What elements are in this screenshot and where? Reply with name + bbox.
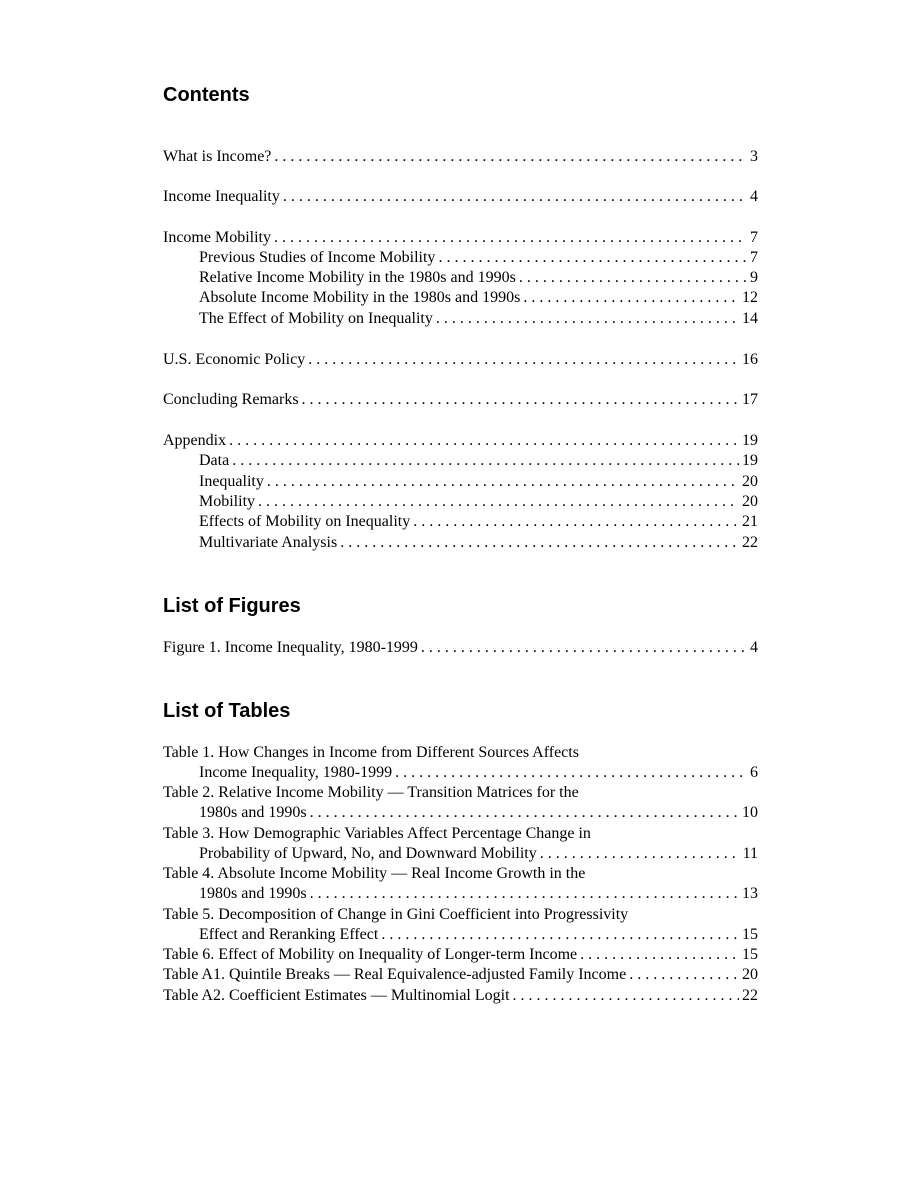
toc-subentry[interactable]: [163, 451, 758, 471]
table-entry[interactable]: [163, 763, 758, 783]
entry-title: Absolute Income Mobility in the 1980s and 1990s: [199, 289, 521, 306]
leader-dots: [438, 248, 747, 268]
entry-title: Income Mobility: [163, 229, 271, 246]
entry-title: Table 6. Effect of Mobility on Inequality of Longer-term Income: [163, 946, 578, 963]
entry-title: Income Inequality, 1980-1999: [199, 764, 393, 781]
leader-dots: [436, 309, 739, 329]
entry-page: 21: [742, 513, 758, 530]
table-entry[interactable]: [163, 945, 758, 965]
leader-dots: [340, 533, 739, 553]
leader-dots: [519, 268, 747, 288]
leader-dots: [302, 390, 739, 410]
table-entry-first-line: Table 4. Absolute Income Mobility — Real Income Growth in the: [163, 865, 586, 882]
toc-entry[interactable]: [163, 147, 758, 167]
toc-entry[interactable]: [163, 187, 758, 207]
entry-title: Effect and Reranking Effect: [199, 926, 379, 943]
table-entry-first-line: Table 1. How Changes in Income from Different Sources Affects: [163, 744, 579, 761]
entry-page: 13: [742, 885, 758, 902]
toc-entry[interactable]: [163, 228, 758, 248]
entry-page: 15: [742, 926, 758, 943]
entry-page: 10: [742, 804, 758, 821]
entry-page: 4: [750, 188, 758, 205]
entry-title: Figure 1. Income Inequality, 1980-1999: [163, 639, 418, 656]
entry-title: Probability of Upward, No, and Downward Mobility: [199, 845, 537, 862]
leader-dots: [523, 288, 739, 308]
entry-title: Inequality: [199, 473, 264, 490]
leader-dots: [274, 147, 747, 167]
entry-page: 7: [750, 229, 758, 246]
entry-title: Relative Income Mobility in the 1980s and 1990s: [199, 269, 516, 286]
toc-subentry[interactable]: [163, 472, 758, 492]
entry-title: Table A1. Quintile Breaks — Real Equivalence-adjusted Family Income: [163, 966, 627, 983]
leader-dots: [580, 945, 739, 965]
toc-subentry[interactable]: [163, 268, 758, 288]
entry-page: 9: [750, 269, 758, 286]
entry-title: Table A2. Coefficient Estimates — Multinomial Logit: [163, 987, 510, 1004]
leader-dots: [274, 228, 747, 248]
table-entry[interactable]: [163, 965, 758, 985]
table-entry[interactable]: [163, 925, 758, 945]
figure-entry[interactable]: [163, 638, 758, 658]
tables-heading: List of Tables: [163, 700, 291, 722]
entry-page: 3: [750, 148, 758, 165]
toc-subentry[interactable]: [163, 533, 758, 553]
toc-entry[interactable]: [163, 431, 758, 451]
entry-page: 11: [742, 845, 758, 862]
entry-title: Concluding Remarks: [163, 391, 299, 408]
entry-title: 1980s and 1990s: [199, 885, 307, 902]
entry-title: Appendix: [163, 432, 227, 449]
entry-page: 16: [742, 351, 758, 368]
table-entry[interactable]: [163, 986, 758, 1006]
leader-dots: [513, 986, 739, 1006]
leader-dots: [229, 431, 739, 451]
table-entry-first-line: Table 3. How Demographic Variables Affect Percentage Change in: [163, 825, 591, 842]
entry-page: 19: [742, 432, 758, 449]
toc-subentry[interactable]: [163, 288, 758, 308]
toc-subentry[interactable]: [163, 248, 758, 268]
entry-page: 14: [742, 310, 758, 327]
leader-dots: [267, 472, 739, 492]
entry-page: 22: [742, 987, 758, 1004]
leader-dots: [232, 451, 739, 471]
entry-page: 19: [742, 452, 758, 469]
table-entry[interactable]: [163, 844, 758, 864]
leader-dots: [413, 512, 739, 532]
entry-title: Mobility: [199, 493, 256, 510]
leader-dots: [310, 803, 739, 823]
table-entry[interactable]: [163, 803, 758, 823]
entry-title: Income Inequality: [163, 188, 280, 205]
leader-dots: [310, 884, 739, 904]
entry-page: 12: [742, 289, 758, 306]
figures-heading: List of Figures: [163, 595, 301, 617]
entry-title: Effects of Mobility on Inequality: [199, 513, 411, 530]
leader-dots: [395, 763, 747, 783]
leader-dots: [421, 638, 747, 658]
entry-page: 20: [742, 473, 758, 490]
entry-title: 1980s and 1990s: [199, 804, 307, 821]
entry-page: 15: [742, 946, 758, 963]
toc-entry[interactable]: [163, 390, 758, 410]
table-entry-first-line: Table 2. Relative Income Mobility — Transition Matrices for the: [163, 784, 579, 801]
leader-dots: [308, 350, 739, 370]
entry-page: 6: [750, 764, 758, 781]
entry-title: Data: [199, 452, 230, 469]
toc-subentry[interactable]: [163, 492, 758, 512]
toc-entry[interactable]: [163, 350, 758, 370]
entry-page: 20: [742, 493, 758, 510]
leader-dots: [381, 925, 739, 945]
leader-dots: [283, 187, 747, 207]
leader-dots: [258, 492, 739, 512]
entry-title: Previous Studies of Income Mobility: [199, 249, 436, 266]
entry-title: What is Income?: [163, 148, 272, 165]
entry-page: 22: [742, 534, 758, 551]
toc-subentry[interactable]: [163, 512, 758, 532]
entry-page: 7: [750, 249, 758, 266]
entry-page: 20: [742, 966, 758, 983]
toc-subentry[interactable]: [163, 309, 758, 329]
table-entry[interactable]: [163, 884, 758, 904]
entry-page: 17: [742, 391, 758, 408]
entry-title: Multivariate Analysis: [199, 534, 338, 551]
entry-title: The Effect of Mobility on Inequality: [199, 310, 433, 327]
table-entry-first-line: Table 5. Decomposition of Change in Gini Coefficient into Progressivity: [163, 906, 629, 923]
leader-dots: [540, 844, 740, 864]
entry-page: 4: [750, 639, 758, 656]
entry-title: U.S. Economic Policy: [163, 351, 306, 368]
contents-heading: Contents: [163, 84, 250, 106]
leader-dots: [629, 965, 739, 985]
